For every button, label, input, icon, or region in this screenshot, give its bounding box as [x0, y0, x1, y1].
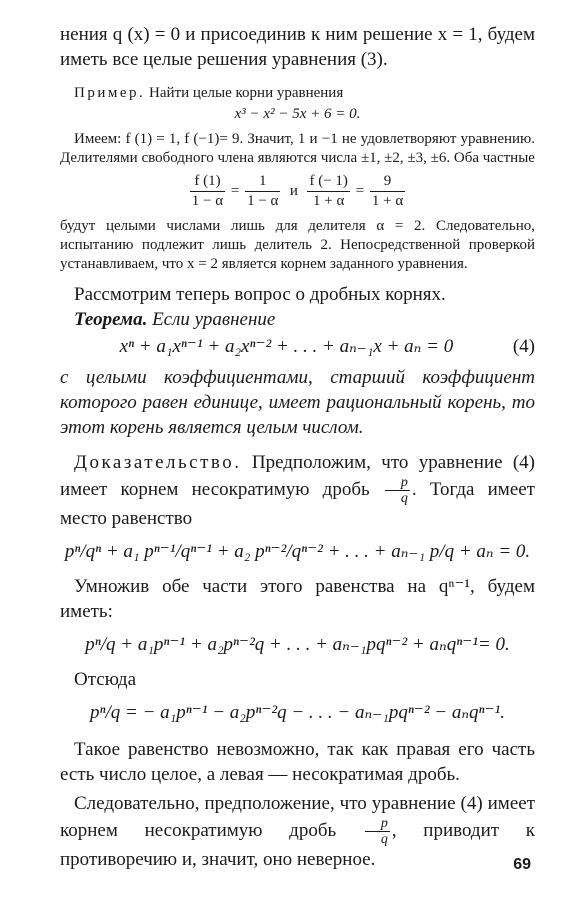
equation-2: pⁿ/q + a₁pⁿ⁻¹ + a₂pⁿ⁻²q + . . . + aₙ₋₁pqⁿ⁻² + aₙqⁿ⁻¹= 0.: [85, 634, 510, 655]
equation-3: pⁿ/q = − a₁pⁿ⁻¹ − a₂pⁿ⁻²q − . . . − aₙ₋₁pqⁿ⁻² − aₙqⁿ⁻¹.: [89, 702, 506, 723]
page-number: 69: [513, 856, 531, 873]
theorem-intro: Если уравнение: [152, 309, 276, 330]
equation-1: pⁿ/qⁿ + a₁ pⁿ⁻¹/qⁿ⁻¹ + a₂ pⁿ⁻²/qⁿ⁻² + . . . + aₙ₋₁ p/q + aₙ = 0.: [64, 541, 531, 562]
proof-intro: Доказательство. Предположим, что уравнение (4) имеет корнем несократимую дробь $\frac{p}{q}$ . Тогда имеет место равенство: [60, 452, 536, 529]
theorem-equation: xⁿ + a₁xⁿ⁻¹ + a₂xⁿ⁻² + . . . + aₙ₋₁x + aₙ = 0 (4): [119, 336, 535, 357]
page-body: [60, 22, 535, 872]
paragraph-intro: нения q (x) = 0 и присоединив к ним решение x = 1, будем иметь все целые решения уравнения (3).: [60, 24, 535, 70]
example-text: Имеем: f (1) = 1, f (−1)= 9. Значит, 1 и −1 не удовлетворяют уравнению. Делителями свободного члена являются числа ±1, ±2, ±3, ±6. Оба частные: [60, 131, 535, 166]
theorem-statement: с целыми коэффициентами, старший коэффициент которого равен единице, имеет рациональный корень, то этот корень является целым числом.: [60, 367, 535, 438]
fraction-fminus1: $\frac{f (- 1)}{1 + \alpha}$: [309, 173, 348, 209]
proof-impossible: Такое равенство невозможно, так как правая его часть есть число целое, а левая — несократимая дробь.: [60, 739, 535, 785]
example-block: [60, 84, 535, 274]
example-conclusion: будут целыми числами лишь для делителя α = 2. Следовательно, испытанию подлежит лишь делитель 2. Непосредственной проверкой устанавливаем, что x = 2 является корнем заданного уравнения.: [60, 218, 535, 272]
proof-label: Доказательство.: [74, 452, 242, 473]
fraction-nine: $\frac{9}{1 + \alpha}$: [371, 173, 404, 209]
equation-number: (4): [512, 336, 535, 357]
paragraph-fractional: Рассмотрим теперь вопрос о дробных корнях.: [74, 284, 446, 305]
example-label: Пример.: [74, 85, 146, 101]
proof-conclusion: Следовательно, предположение, что уравнение (4) имеет корнем несократимую дробь $\frac{p}{q}$ , приводит к противоречию и, значит, оно неверное.: [60, 793, 536, 870]
fraction-one: $\frac{1}{1 - \alpha}$: [247, 173, 279, 209]
proof-hence: Отсюда: [74, 669, 137, 690]
theorem-label: Теорема.: [74, 309, 148, 330]
example-fractions: $\frac{f (1)}{1 - \alpha}$ = $\frac{1}{1 - \alpha}$ и $\frac{f (- 1)}{1 + \alpha}$ = $\frac{9}{1 + \alpha}$: [191, 173, 404, 209]
fraction-p-q: $\frac{p}{q}$: [385, 475, 410, 506]
fraction-p-q-2: $\frac{p}{q}$: [365, 816, 390, 847]
example-equation: x³ − x² − 5x + 6 = 0.: [234, 106, 361, 122]
proof-multiply: Умножив обе части этого равенства на qⁿ⁻¹, будем иметь:: [60, 576, 535, 622]
theorem-heading: [60, 307, 535, 332]
fraction-f1: $\frac{f (1)}{1 - \alpha}$: [191, 173, 224, 209]
example-task: Найти целые корни уравнения: [149, 85, 344, 101]
